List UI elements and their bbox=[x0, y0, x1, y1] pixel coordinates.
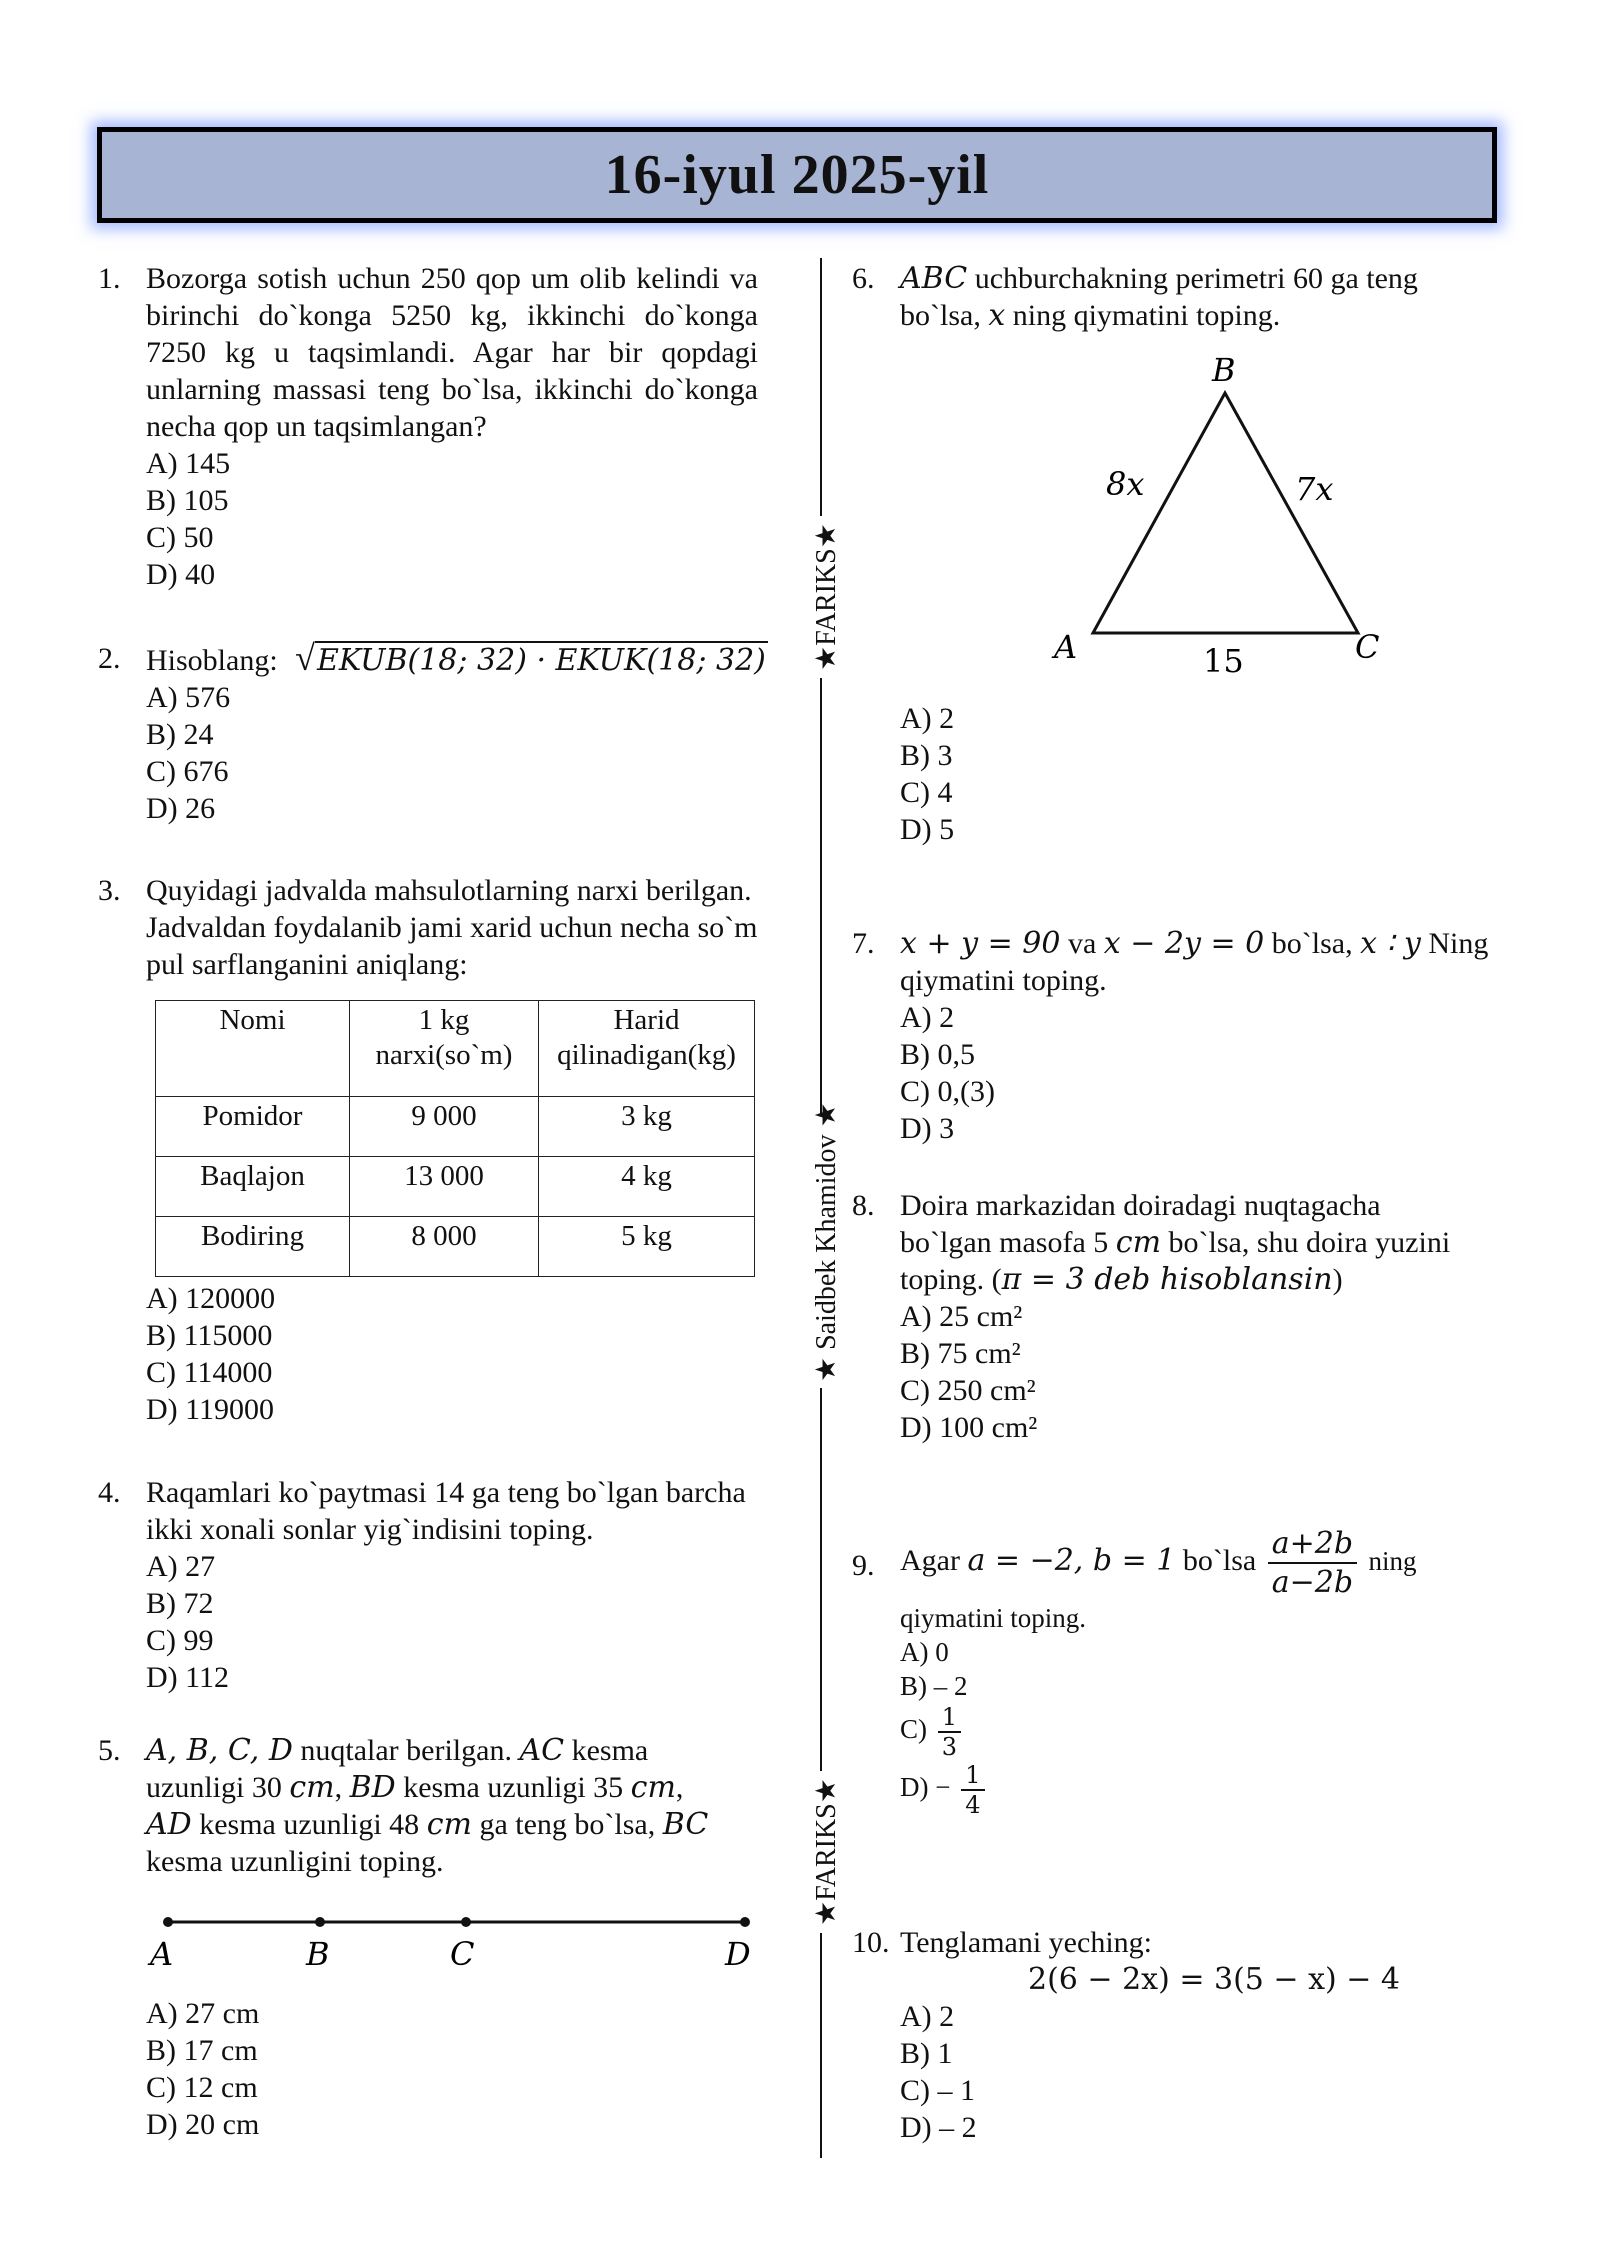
option-b[interactable]: B) 17 cm bbox=[146, 2034, 258, 2067]
option-c[interactable]: C) 114000 bbox=[146, 1356, 273, 1389]
question-text: x + y = 90 va x − 2y = 0 bo`lsa, x ∶ y Ning qiymatini toping. bbox=[900, 926, 1489, 997]
question-4 bbox=[98, 1474, 758, 1704]
table-cell: 9 000 bbox=[350, 1097, 539, 1157]
point-b bbox=[315, 1917, 325, 1927]
option-a[interactable]: A) 27 bbox=[146, 1550, 216, 1583]
question-number: 8. bbox=[852, 1189, 875, 1222]
triangle-diagram bbox=[1040, 345, 1400, 675]
triangle-shape bbox=[1093, 393, 1358, 633]
option-b[interactable]: B) – 2 bbox=[900, 1671, 968, 1701]
option-b[interactable]: B) 75 cm² bbox=[900, 1337, 1021, 1370]
table-header-cell: Nomi bbox=[156, 1001, 350, 1097]
question-1 bbox=[98, 260, 758, 600]
question-number: 9. bbox=[852, 1549, 875, 1582]
side-label-top: ★FARIKS★ bbox=[809, 516, 843, 678]
option-d[interactable]: D) 5 bbox=[900, 813, 955, 846]
segment-diagram bbox=[140, 1900, 760, 1980]
question-text: Bozorga sotish uchun 250 qop um olib kelindi va birinchi do`konga 5250 kg, ikkinchi do`konga 7250 kg u taqsimlandi. Agar har bir qopdagi unlarning massasi teng bo`lsa, ikkinchi do`konga necha qop un taqsimlangan? bbox=[146, 262, 758, 443]
option-b[interactable]: B) 115000 bbox=[146, 1319, 273, 1352]
option-d[interactable]: D) 119000 bbox=[146, 1393, 275, 1426]
option-b[interactable]: B) 72 bbox=[146, 1587, 214, 1620]
option-d[interactable]: D) 20 cm bbox=[146, 2108, 260, 2141]
option-c[interactable]: C) – 1 bbox=[900, 2074, 975, 2107]
table-header-cell: 1 kg narxi(so`m) bbox=[350, 1001, 539, 1097]
fraction-expression: $\frac{a+2b}{a-2b}$ bbox=[1268, 1525, 1357, 1601]
question-text: Doira markazidan doiradagi nuqtagacha bo`lgan masofa 5 cm bo`lsa, shu doira yuzini toping. (π = 3 deb hisoblansin) bbox=[900, 1189, 1451, 1297]
question-number: 6. bbox=[852, 262, 875, 295]
question-number: 4. bbox=[98, 1476, 121, 1509]
side-bc-label: 7x bbox=[1295, 470, 1334, 508]
question-text: A, B, C, D nuqtalar berilgan. AC kesma uzunligi 30 cm, BD kesma uzunligi 35 cm, AD kesma uzunligi 48 cm ga teng bo`lsa, BC kesma uzunligini toping. bbox=[146, 1733, 709, 1878]
option-c[interactable]: C) 50 bbox=[146, 521, 214, 554]
fraction-one-third: $\frac{1}{3}$ bbox=[938, 1703, 961, 1761]
question-9 bbox=[852, 1525, 1512, 1855]
sqrt-expression: EKUB(18; 32) · EKUK(18; 32) bbox=[316, 643, 766, 678]
option-d[interactable]: D) 112 bbox=[146, 1661, 230, 1694]
question-number: 7. bbox=[852, 927, 875, 960]
option-d[interactable]: D) − $\frac{1}{4}$ bbox=[900, 1761, 1520, 1819]
option-a[interactable]: A) 25 cm² bbox=[900, 1300, 1023, 1333]
question-number: 3. bbox=[98, 874, 121, 907]
question-text: Quyidagi jadvalda mahsulotlarning narxi berilgan. Jadvaldan foydalanib jami xarid uchun necha so`m pul sarflanganini aniqlang: bbox=[146, 874, 758, 981]
option-c[interactable]: C) 4 bbox=[900, 776, 953, 809]
table-header-cell: Harid qilinadigan(kg) bbox=[539, 1001, 755, 1097]
question-6 bbox=[852, 260, 1512, 340]
point-label-d: D bbox=[725, 1935, 751, 1973]
question-10 bbox=[852, 1924, 1512, 2154]
question-6-options bbox=[900, 700, 1200, 850]
option-c[interactable]: C) 12 cm bbox=[146, 2071, 258, 2104]
vertex-c-label: C bbox=[1355, 628, 1380, 666]
option-a[interactable]: A) 2 bbox=[900, 1001, 955, 1034]
table-cell: 5 kg bbox=[539, 1217, 755, 1277]
fraction-one-fourth: $\frac{1}{4}$ bbox=[961, 1761, 984, 1819]
side-ab-label: 8x bbox=[1106, 465, 1145, 503]
sqrt-icon: √ bbox=[295, 638, 315, 678]
question-5-options bbox=[146, 1995, 446, 2145]
question-text: Tenglamani yeching: bbox=[900, 1926, 1152, 1959]
option-a[interactable]: A) 120000 bbox=[146, 1282, 276, 1315]
question-number: 5. bbox=[98, 1734, 121, 1767]
side-label-middle: ★ Saidbek Khamidov ★ bbox=[809, 1116, 843, 1388]
point-c bbox=[461, 1917, 471, 1927]
question-text: Agar a = −2, b = 1 bo`lsa $\frac{a+2b}{a-2b}$ ning bbox=[900, 1526, 1417, 1600]
point-label-a: A bbox=[150, 1935, 174, 1973]
question-number: 1. bbox=[98, 262, 121, 295]
option-d[interactable]: D) – 2 bbox=[900, 2111, 977, 2144]
point-label-b: B bbox=[306, 1935, 330, 1973]
question-number: 2. bbox=[98, 642, 121, 675]
question-text: Hisoblang: √EKUB(18; 32) · EKUK(18; 32) bbox=[146, 638, 766, 678]
option-b[interactable]: B) 105 bbox=[146, 484, 229, 517]
question-number: 10. bbox=[852, 1926, 890, 1959]
option-d[interactable]: D) 100 cm² bbox=[900, 1411, 1038, 1444]
option-d[interactable]: D) 26 bbox=[146, 792, 216, 825]
option-a[interactable]: A) 0 bbox=[900, 1637, 949, 1667]
option-a[interactable]: A) 27 cm bbox=[146, 1997, 260, 2030]
option-c[interactable]: C) 250 cm² bbox=[900, 1374, 1036, 1407]
question-text-cont: qiymatini toping. bbox=[900, 1603, 1086, 1633]
option-a[interactable]: A) 2 bbox=[900, 2000, 955, 2033]
option-a[interactable]: A) 145 bbox=[146, 447, 231, 480]
option-c[interactable]: C) $\frac{1}{3}$ bbox=[900, 1703, 1520, 1761]
table-cell: 4 kg bbox=[539, 1157, 755, 1217]
question-3-options bbox=[146, 1280, 446, 1430]
option-d[interactable]: D) 40 bbox=[146, 558, 216, 591]
vertex-b-label: B bbox=[1212, 351, 1236, 389]
point-label-c: C bbox=[450, 1935, 475, 1973]
option-d[interactable]: D) 3 bbox=[900, 1112, 955, 1145]
table-row bbox=[156, 1097, 755, 1157]
question-text: ABC uchburchakning perimetri 60 ga teng bo`lsa, x ning qiymatini toping. bbox=[900, 261, 1418, 333]
point-a bbox=[163, 1917, 173, 1927]
question-5 bbox=[98, 1732, 758, 1892]
question-7 bbox=[852, 925, 1512, 1155]
side-ac-label: 15 bbox=[1203, 642, 1244, 675]
option-b[interactable]: B) 3 bbox=[900, 739, 953, 772]
question-2 bbox=[98, 638, 766, 830]
option-b[interactable]: B) 1 bbox=[900, 2037, 953, 2070]
table-cell: Baqlajon bbox=[156, 1157, 350, 1217]
equation: 2(6 − 2x) = 3(5 − x) − 4 bbox=[1028, 1962, 1401, 1997]
option-b[interactable]: B) 0,5 bbox=[900, 1038, 975, 1071]
option-b[interactable]: B) 24 bbox=[146, 718, 214, 751]
table-cell: Pomidor bbox=[156, 1097, 350, 1157]
table-cell: 3 kg bbox=[539, 1097, 755, 1157]
table-row bbox=[156, 1157, 755, 1217]
title-banner bbox=[97, 127, 1497, 223]
price-table bbox=[155, 1000, 755, 1277]
table-cell: Bodiring bbox=[156, 1217, 350, 1277]
page-title: 16-iyul 2025-yil bbox=[604, 144, 990, 206]
question-3 bbox=[98, 872, 758, 992]
option-c[interactable]: C) 99 bbox=[146, 1624, 214, 1657]
option-a[interactable]: A) 576 bbox=[146, 681, 231, 714]
table-header-row bbox=[156, 1001, 755, 1097]
option-c[interactable]: C) 0,(3) bbox=[900, 1075, 995, 1108]
table-cell: 13 000 bbox=[350, 1157, 539, 1217]
table-cell: 8 000 bbox=[350, 1217, 539, 1277]
question-text: Raqamlari ko`paytmasi 14 ga teng bo`lgan barcha ikki xonali sonlar yig`indisini toping. bbox=[146, 1476, 746, 1546]
table-row bbox=[156, 1217, 755, 1277]
vertex-a-label: A bbox=[1054, 628, 1078, 666]
side-label-bottom: ★FARIKS★ bbox=[809, 1771, 843, 1933]
option-a[interactable]: A) 2 bbox=[900, 702, 955, 735]
point-d bbox=[740, 1917, 750, 1927]
question-8 bbox=[852, 1187, 1512, 1457]
option-c[interactable]: C) 676 bbox=[146, 755, 229, 788]
